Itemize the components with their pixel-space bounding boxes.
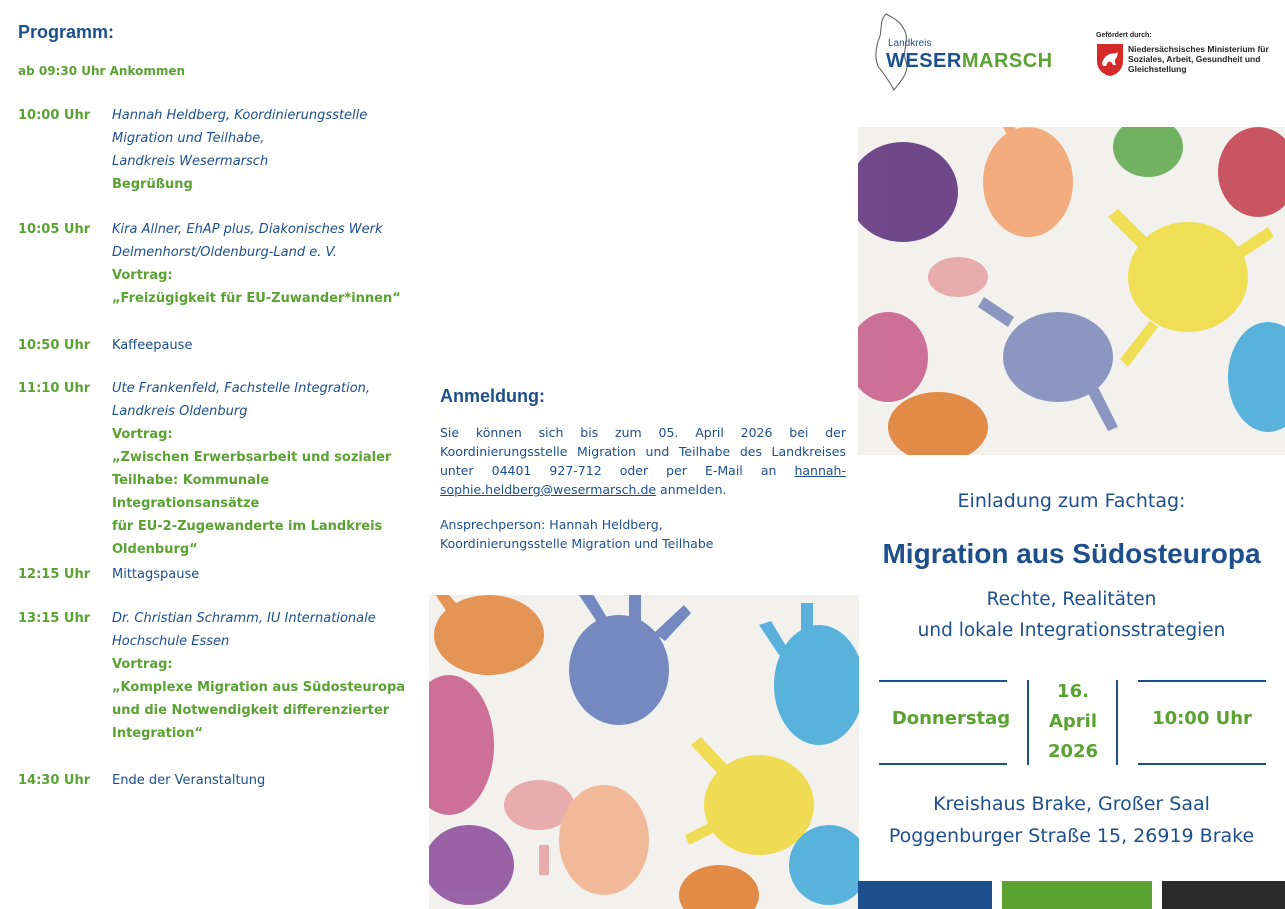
slot-type: Vortrag: xyxy=(112,427,173,442)
slot-label: Mittagspause xyxy=(112,567,200,582)
color-bar-dark xyxy=(1162,881,1285,909)
program-arrival: ab 09:30 Uhr Ankommen xyxy=(18,64,186,78)
slot-speaker: Migration und Teilhabe, xyxy=(112,131,265,146)
date-line: April xyxy=(1048,711,1098,732)
county-logo-part: WESER xyxy=(886,50,962,72)
county-logo-part: MARSCH xyxy=(961,50,1053,72)
slot-type: Begrüßung xyxy=(112,177,193,192)
divider xyxy=(1027,680,1029,765)
event-date xyxy=(1030,677,1116,767)
registration-title: Anmeldung: xyxy=(440,386,545,406)
slot-speaker: Dr. Christian Schramm, IU Internationale xyxy=(112,611,376,626)
slot-time: 12:15 Uhr xyxy=(18,567,91,582)
venue-line: Kreishaus Brake, Großer Saal xyxy=(933,793,1210,815)
registration-text-after: anmelden. xyxy=(656,482,727,497)
slot-speaker: Delmenhorst/Oldenburg-Land e. V. xyxy=(112,245,338,260)
slot-speaker: Landkreis Wesermarsch xyxy=(112,154,269,169)
county-label: Landkreis xyxy=(888,38,932,49)
slot-talk-title: und die Notwendigkeit differenzierter xyxy=(112,703,390,718)
slot-talk-title: Integration“ xyxy=(112,726,204,741)
event-subtitle xyxy=(858,584,1285,646)
contact-line: Koordinierungsstelle Migration und Teilhabe xyxy=(440,536,714,551)
date-line: 16. xyxy=(1057,681,1089,702)
divider xyxy=(1138,763,1266,765)
slot-type: Vortrag: xyxy=(112,268,173,283)
slot-label: Kaffeepause xyxy=(112,338,193,353)
lower-saxony-crest-icon xyxy=(1096,43,1124,77)
subtitle-line: und lokale Integrationsstrategien xyxy=(917,620,1226,641)
contact-line: Ansprechperson: Hannah Heldberg, xyxy=(440,517,663,532)
event-time: 10:00 Uhr xyxy=(1152,708,1252,729)
slot-time: 10:00 Uhr xyxy=(18,108,91,123)
slot-talk-title: Teilhabe: Kommunale Integrationsansätze xyxy=(112,473,270,511)
logo-area xyxy=(872,12,1272,102)
event-title: Migration aus Südosteuropa xyxy=(882,538,1261,569)
handprints-image xyxy=(429,595,859,909)
venue-line: Poggenburger Straße 15, 26919 Brake xyxy=(888,825,1255,847)
handprints-image xyxy=(858,127,1285,455)
slot-talk-title: „Zwischen Erwerbsarbeit und sozialer xyxy=(112,450,392,465)
date-line: 2026 xyxy=(1047,741,1099,762)
slot-time: 10:05 Uhr xyxy=(18,222,91,237)
event-weekday: Donnerstag xyxy=(891,708,1011,729)
slot-speaker: Hannah Heldberg, Koordinierungsstelle xyxy=(112,108,368,123)
slot-speaker: Ute Frankenfeld, Fachstelle Integration, xyxy=(112,381,371,396)
divider xyxy=(1138,680,1266,682)
ministry-name: Niedersächsisches Ministerium für Soziales, Arbeit, Gesundheit und Gleichstellung xyxy=(1128,44,1269,74)
registration-section xyxy=(440,386,846,553)
slot-speaker: Hochschule Essen xyxy=(112,634,230,649)
slot-talk-title: „Komplexe Migration aus Südosteuropa xyxy=(112,680,406,695)
slot-time: 14:30 Uhr xyxy=(18,773,91,788)
registration-text-before: Sie können sich bis zum 05. April 2026 bei der Koordinierungsstelle Migration und Teilhabe des Landkreises unter 04401 927-712 oder per E-Mail an xyxy=(440,425,846,478)
slot-label: Ende der Veranstaltung xyxy=(112,773,266,788)
slot-type: Vortrag: xyxy=(112,657,173,672)
subtitle-line: Rechte, Realitäten xyxy=(986,589,1157,610)
slot-talk-title: „Freizügigkeit für EU-Zuwander*innen“ xyxy=(112,291,401,306)
program-column xyxy=(18,22,418,788)
county-logo-text xyxy=(886,50,1053,73)
registration-text xyxy=(440,423,846,499)
contact-person xyxy=(440,515,846,553)
divider xyxy=(1116,680,1118,765)
slot-time: 11:10 Uhr xyxy=(18,381,91,396)
event-venue xyxy=(858,788,1285,852)
slot-time: 10:50 Uhr xyxy=(18,338,91,353)
email-link[interactable]: hannah-sophie.heldberg@wesermarsch.de xyxy=(440,463,846,497)
funded-by-label: Gefördert durch: xyxy=(1096,32,1152,39)
slot-time: 13:15 Uhr xyxy=(18,611,91,626)
slot-speaker: Kira Allner, EhAP plus, Diakonisches Werk xyxy=(112,222,383,237)
slot-talk-title: für EU-2-Zugewanderte im Landkreis xyxy=(112,519,383,534)
slot-talk-title: Oldenburg“ xyxy=(112,542,198,557)
invite-label: Einladung zum Fachtag: xyxy=(957,490,1186,512)
color-bar-green xyxy=(1002,881,1152,909)
slot-speaker: Landkreis Oldenburg xyxy=(112,404,248,419)
divider xyxy=(879,680,1007,682)
divider xyxy=(879,763,1007,765)
program-title: Programm: xyxy=(18,22,115,42)
color-bar-blue xyxy=(858,881,992,909)
